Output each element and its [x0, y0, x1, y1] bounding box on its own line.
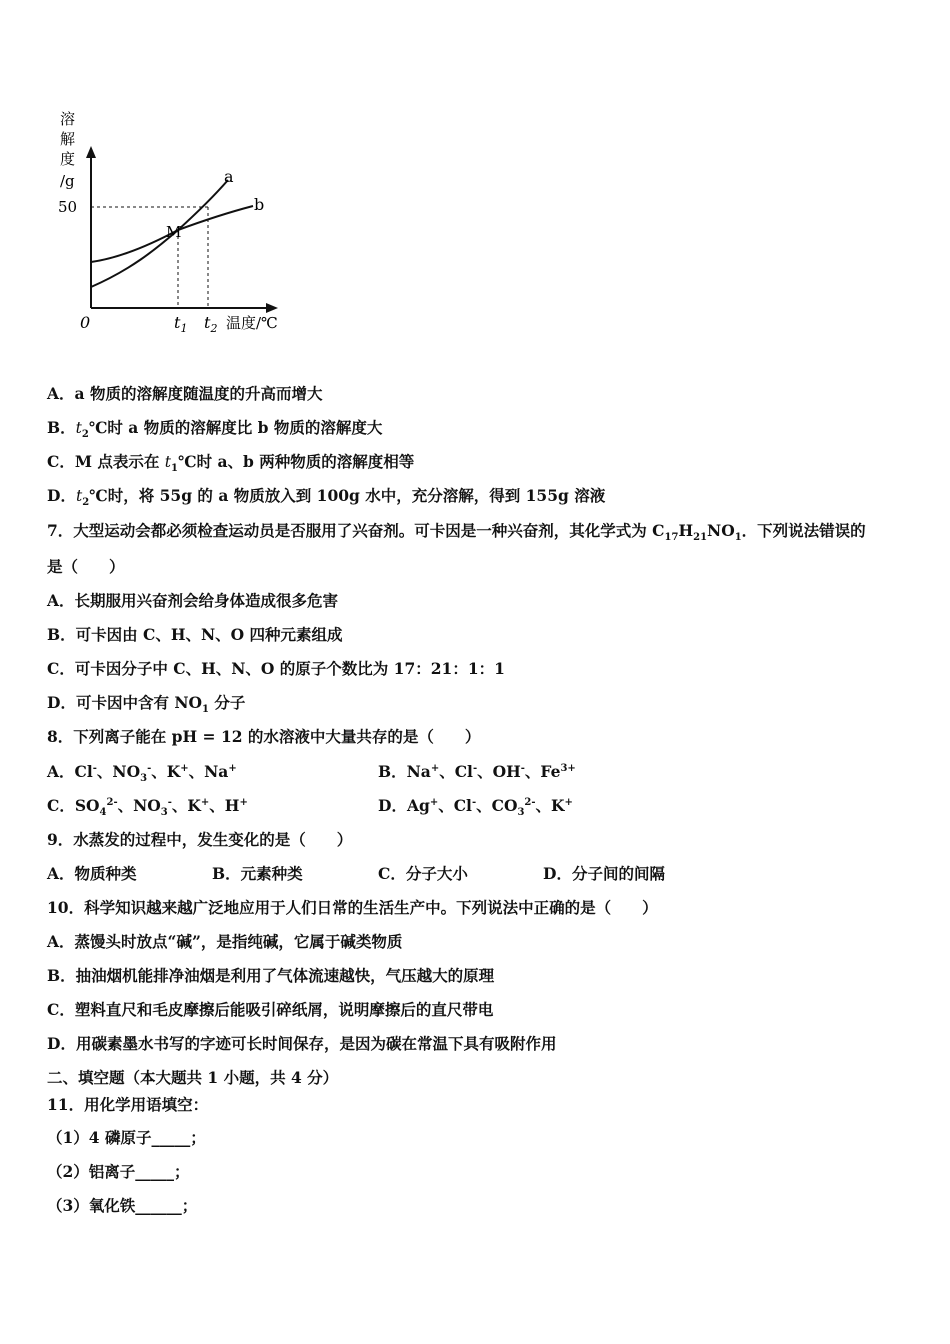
q10-stem: 10．科学知识越来越广泛地应用于人们日常的生活生产中。下列说法中正确的是（ ） [47, 898, 658, 917]
x-tick-t2: $t_2$ [204, 313, 218, 335]
solubility-graph [40, 100, 320, 350]
q7-option-c: C．可卡因分子中 C、H、N、O 的原子个数比为 17：21：1：1 [47, 659, 505, 678]
y-axis-label-3: 度 [60, 150, 76, 168]
y-axis-arrow [86, 146, 96, 158]
q10-option-c: C．塑料直尺和毛皮摩擦后能吸引碎纸屑，说明摩擦后的直尺带电 [47, 1000, 494, 1019]
q9-option-d: D．分子间的间隔 [543, 864, 665, 883]
curve-a [91, 180, 228, 287]
q8-option-c: C．$SO_4^{2-}$、$NO_3^-$、K+、H+ [47, 796, 248, 819]
curve-b-label: b [254, 195, 265, 214]
q11-part-2: （2）铝离子_____； [47, 1162, 190, 1181]
x-axis-label: 温度/℃ [226, 314, 278, 332]
point-m-label: M [166, 223, 182, 241]
q7-option-d: D．可卡因中含有 $NO_1$ 分子 [47, 693, 246, 716]
q6-option-c: C．M 点表示在 $t_1℃$时 a、b 两种物质的溶解度相等 [47, 452, 415, 475]
x-tick-t1: $t_1$ [174, 313, 188, 335]
q7-stem-line2: 是（ ） [47, 557, 125, 576]
q9-option-b: B．元素种类 [212, 864, 303, 883]
q7-option-a: A．长期服用兴奋剂会给身体造成很多危害 [47, 591, 339, 610]
q9-option-a: A．物质种类 [47, 864, 137, 883]
q11-part-3: （3）氧化铁______； [47, 1196, 198, 1215]
q11-stem: 11．用化学用语填空： [47, 1095, 209, 1114]
q10-option-b: B．抽油烟机能排净油烟是利用了气体流速越快，气压越大的原理 [47, 966, 495, 985]
q9-stem: 9．水蒸发的过程中，发生变化的是（ ） [47, 830, 353, 849]
q8-option-d: D．Ag+、Cl-、$CO_3^{2-}$、K+ [378, 796, 573, 819]
q7-stem: 7．大型运动会都必须检查运动员是否服用了兴奋剂。可卡因是一种兴奋剂，其化学式为 $C_{17}H_{21}NO_1$．下列说法错误的 [47, 521, 866, 544]
q8-option-b: B．Na+、Cl-、OH-、$Fe^{3+}$ [378, 762, 576, 781]
origin-label: 0 [80, 313, 91, 332]
section2-title: 二、填空题（本大题共 1 小题，共 4 分） [47, 1068, 339, 1087]
y-tick-50: 50 [58, 198, 78, 216]
q8-option-a: A．Cl-、$NO_3^-$、K+、Na+ [47, 762, 237, 785]
q6-option-d: D．$t_2℃$时，将 55g 的 a 物质放入到 100g 水中，充分溶解，得到 155g 溶液 [47, 486, 606, 509]
q10-option-d: D．用碳素墨水书写的字迹可长时间保存，是因为碳在常温下具有吸附作用 [47, 1034, 557, 1053]
q7-option-b: B．可卡因由 C、H、N、O 四种元素组成 [47, 625, 343, 644]
y-axis-unit: /g [60, 172, 75, 190]
q9-option-c: C．分子大小 [378, 864, 468, 883]
y-axis-label-2: 解 [60, 130, 76, 148]
q6-option-b: B．$t_2℃$时 a 物质的溶解度比 b 物质的溶解度大 [47, 418, 383, 441]
q8-stem: 8．下列离子能在 pH = 12 的水溶液中大量共存的是（ ） [47, 727, 481, 746]
x-axis-arrow [266, 303, 278, 313]
y-axis-label-1: 溶 [60, 110, 76, 128]
q6-option-a: A．a 物质的溶解度随温度的升高而增大 [47, 384, 323, 403]
q10-option-a: A．蒸馒头时放点“碱”，是指纯碱，它属于碱类物质 [47, 932, 403, 951]
q11-part-1: （1）4 磷原子_____； [47, 1128, 206, 1147]
curve-a-label: a [224, 167, 234, 186]
